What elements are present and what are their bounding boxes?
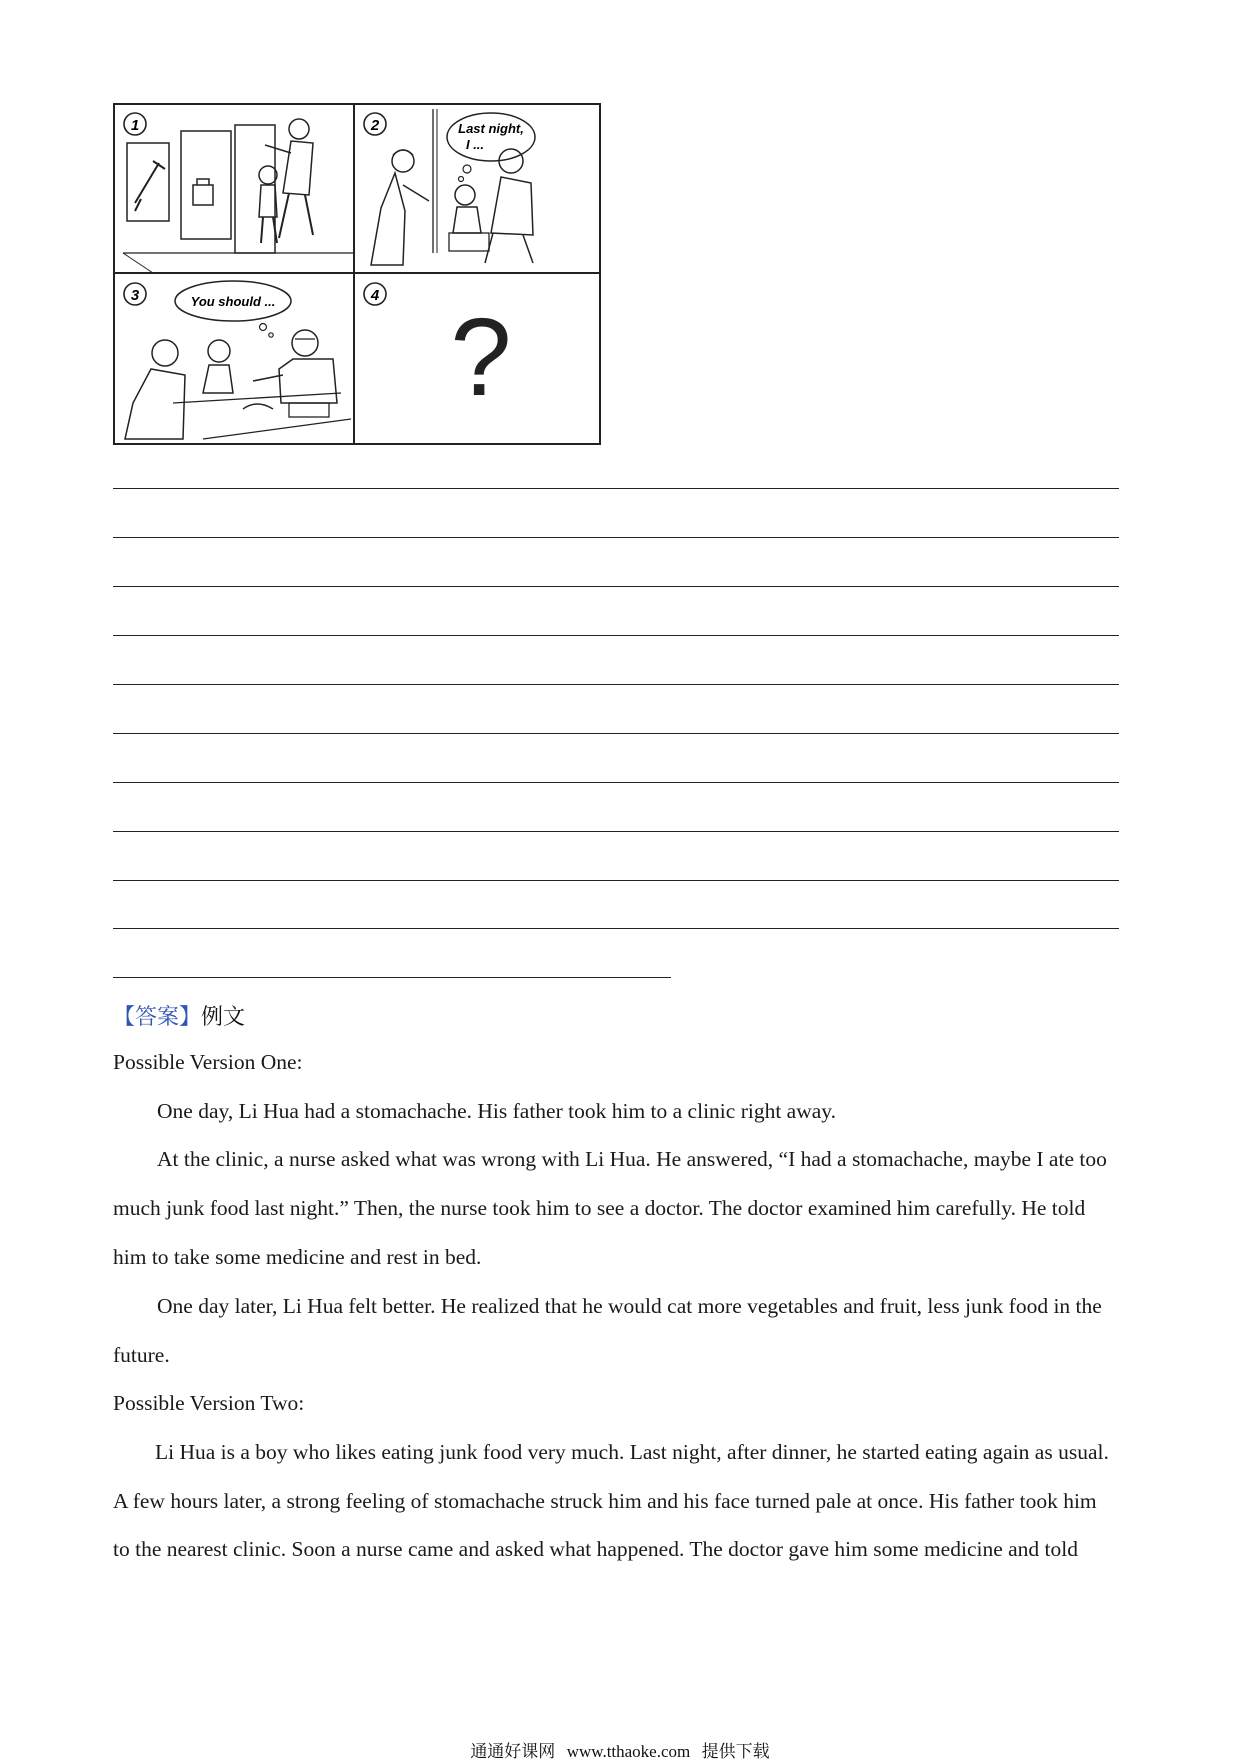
answer-suffix: 例文: [201, 1005, 246, 1030]
comic-panel-4: [364, 283, 512, 419]
writing-line: [113, 782, 1119, 783]
essay-paragraph-line: A few hours later, a strong feeling of stomachache struck him and his face turned pale at once. His father took him: [113, 1489, 1097, 1513]
version-two-heading: Possible Version Two:: [113, 1391, 305, 1415]
comic-panel-2: [364, 109, 535, 265]
writing-line: [113, 635, 1119, 636]
writing-line: [113, 880, 1119, 881]
bubble-2-line-2: I ...: [465, 137, 485, 152]
essay-paragraph-line: Li Hua is a boy who likes eating junk food very much. Last night, after dinner, he started eating again as usual.: [155, 1440, 1109, 1464]
essay-paragraph-line: future.: [113, 1343, 170, 1367]
panel-1-number: 1: [130, 117, 140, 134]
answer-bracket-right: 】: [179, 1005, 202, 1030]
writing-line: [113, 977, 671, 978]
essay-paragraph-line: One day later, Li Hua felt better. He realized that he would cat more vegetables and fruit, less junk food in the: [157, 1294, 1102, 1318]
writing-line: [113, 537, 1119, 538]
bag-icon: [193, 179, 213, 205]
bubble-2-line-1: Last night,: [458, 121, 524, 136]
panel-4-number: 4: [370, 287, 380, 304]
comic-strip: [113, 103, 601, 445]
essay-paragraph-line: to the nearest clinic. Soon a nurse came and asked what happened. The doctor gave him some medicine and told: [113, 1537, 1079, 1561]
question-mark-icon: ?: [450, 296, 512, 419]
writing-line: [113, 684, 1119, 685]
version-one-heading: Possible Version One:: [113, 1050, 303, 1074]
answer-label: 答案: [135, 1005, 180, 1030]
phone-icon: [289, 403, 329, 417]
answer-tag: [113, 1000, 245, 1031]
footer-suffix: 提供下载: [701, 1742, 770, 1762]
essay-paragraph-line: At the clinic, a nurse asked what was wrong with Li Hua. He answered, “I had a stomachache, maybe I ate too: [157, 1147, 1107, 1171]
comic-panel-1: [123, 113, 354, 273]
panel-3-number: 3: [130, 287, 140, 304]
page-footer: [0, 1737, 1240, 1762]
writing-line: [113, 586, 1119, 587]
writing-line: [113, 831, 1119, 832]
answer-bracket-left: 【: [113, 1005, 136, 1030]
writing-line: [113, 733, 1119, 734]
footer-site-name: 通通好课网: [470, 1742, 556, 1762]
writing-line: [113, 488, 1119, 489]
bubble-3-text: You should ...: [190, 294, 276, 309]
syringe-icon: [135, 161, 165, 211]
essay-paragraph-line: much junk food last night.” Then, the nurse took him to see a doctor. The doctor examined him carefully. He told: [113, 1196, 1086, 1220]
essay-paragraph-line: him to take some medicine and rest in bed.: [113, 1245, 482, 1269]
footer-url[interactable]: www.tthaoke.com: [566, 1742, 691, 1761]
essay-paragraph-line: One day, Li Hua had a stomachache. His father took him to a clinic right away.: [157, 1099, 837, 1123]
writing-line: [113, 928, 1119, 929]
comic-panel-3: [124, 281, 351, 439]
panel-2-number: 2: [370, 117, 380, 134]
